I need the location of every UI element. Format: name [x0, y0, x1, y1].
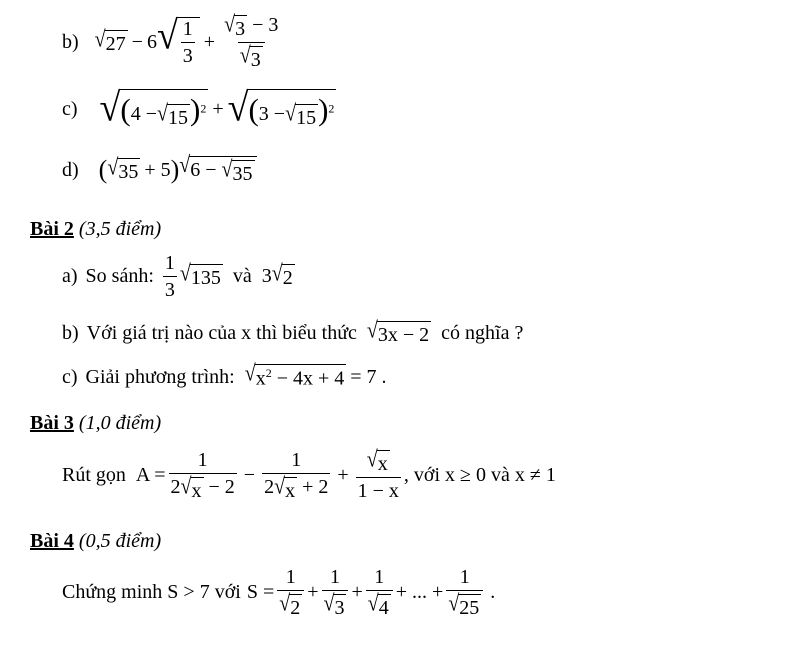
- fraction-sqrt3-minus-3: √ 3 − 3 √ 3: [224, 11, 279, 71]
- label-1d: d): [62, 158, 79, 181]
- label-1c: c): [62, 97, 78, 120]
- sqrt-one-third: √ $\frac{1}{3}$: [157, 17, 200, 67]
- sqrt-27: √ 27: [94, 26, 126, 55]
- problem-4-expression: Chứng minh S > 7 với S = 1 √ 2 + 1 √ 3 + 1 √ 4 + ... + 1 √ 25 .: [62, 565, 496, 619]
- problem-2b: b) Với giá trị nào của x thì biểu thức √ 3x − 2 có nghĩa ?: [62, 317, 524, 346]
- problem-2a: a) So sánh: $\frac{1}{3}$ √ 135 và 3 √ 2: [62, 251, 293, 301]
- problem-1d: d) ( √ 35 + 5 ) √ 6 − √ 35: [62, 150, 257, 190]
- problem-2-heading: Bài 2 (3,5 điểm): [30, 217, 162, 240]
- problem-3-heading: Bài 3 (1,0 điểm): [30, 411, 162, 434]
- problem-2c: c) Giải phương trình: √ $x^2 - 4x + 4$ = 7 .: [62, 361, 387, 390]
- problem-1b: b) √ 27 − 6 √ $\frac{1}{3}$ + √ 3 − 3 √ 3: [62, 11, 279, 71]
- problem-4-heading: Bài 4 (0,5 điểm): [30, 529, 162, 552]
- label-1b: b): [62, 30, 79, 53]
- problem-1c: c) √ (4 − √ 15 )$^2$ + √ (3 − √ 15 )$^2$: [62, 85, 335, 130]
- problem-3-expression: Rút gọn A = 1 2 √ x − 2 − 1 2 √ x + 2 + √ x 1 − x , với x ≥ 0 và x ≠ 1: [62, 446, 556, 502]
